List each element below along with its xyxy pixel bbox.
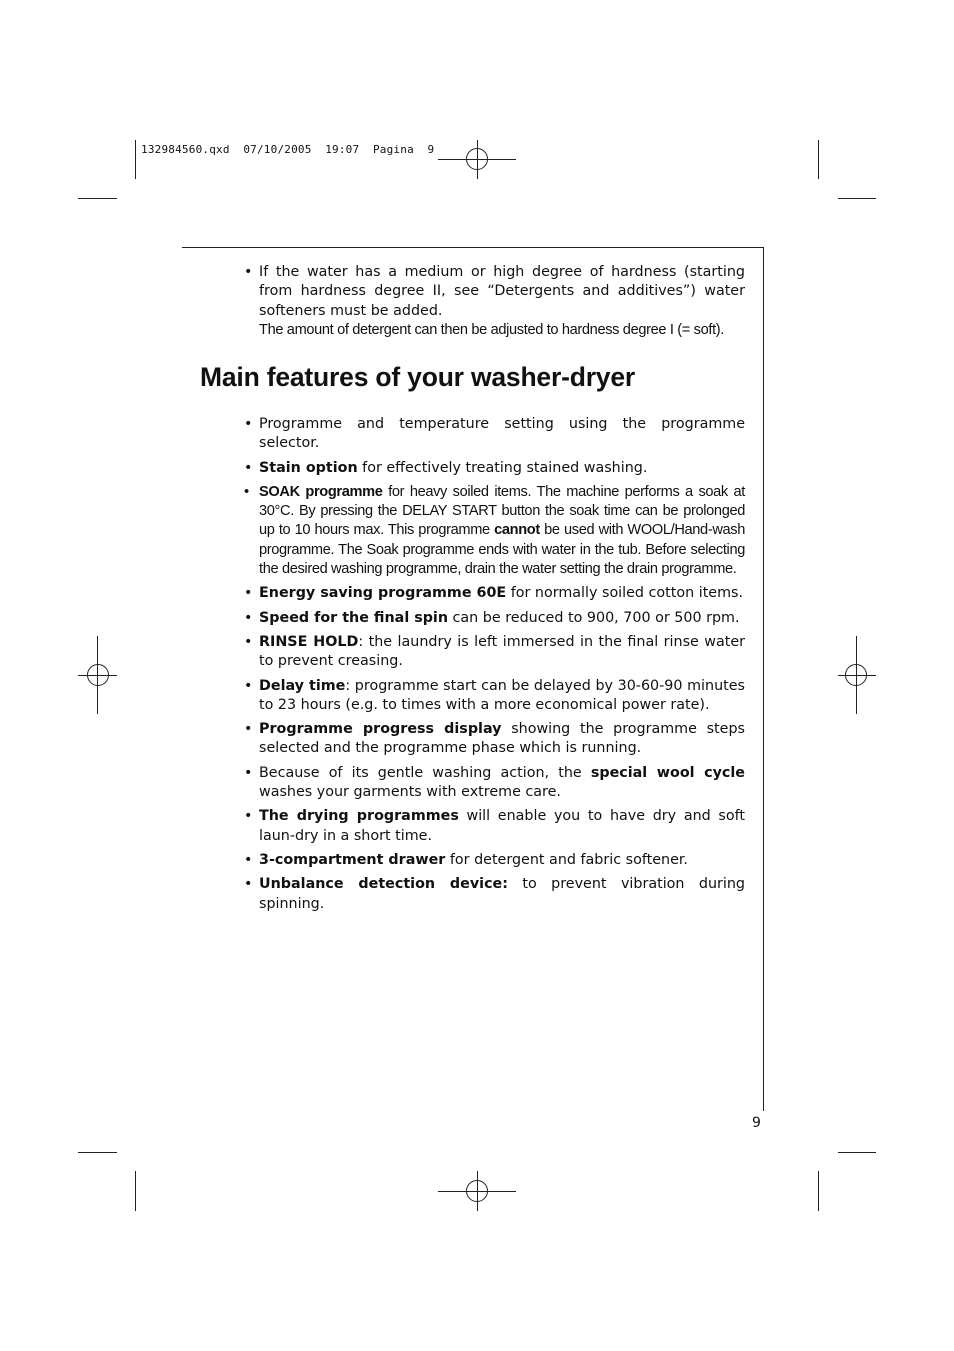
crop-mark <box>838 198 876 199</box>
bullet-icon: • <box>244 483 249 500</box>
bullet-icon: • <box>244 764 253 781</box>
list-item <box>200 415 745 454</box>
bullet-icon: • <box>244 721 253 738</box>
feature-text: : programme start can be delayed by 30-60-90 minutes to 23 hours (e.g. to times with a more economical power rate). <box>259 677 745 713</box>
list-item <box>200 609 745 628</box>
feature-text: Because of its gentle washing action, the <box>259 764 591 781</box>
crop-mark <box>818 1171 819 1211</box>
print-slug: 132984560.qxd 07/10/2005 19:07 Pagina 9 <box>141 143 435 156</box>
page-right-rule <box>763 247 764 1111</box>
crop-mark <box>135 140 136 179</box>
page-top-rule <box>182 247 764 248</box>
feature-title: Unbalance detection device: <box>259 876 508 893</box>
registration-mark-icon <box>838 675 876 676</box>
list-item <box>200 633 745 672</box>
list-item <box>200 807 745 846</box>
list-item <box>200 875 745 914</box>
bullet-icon: • <box>244 416 253 432</box>
crop-mark <box>78 198 117 199</box>
bullet-icon: • <box>244 459 253 476</box>
crop-mark <box>838 1152 876 1153</box>
feature-text: for normally soiled cotton items. <box>506 585 744 602</box>
feature-title: Delay time <box>259 677 346 694</box>
feature-text: : the laundry is left immersed in the final rinse water to prevent creasing. <box>259 633 745 670</box>
feature-title: special wool cycle <box>590 764 746 781</box>
bullet-icon: • <box>244 585 253 602</box>
list-item <box>200 459 745 478</box>
feature-text: washes your garments with extreme care. <box>259 784 561 801</box>
registration-mark-icon <box>97 636 98 714</box>
feature-text: to prevent vibration during spinning. <box>259 876 746 912</box>
intro-text: If the water has a medium or high degree of hardness (starting from hardness degree II, see “Detergents and additives”) water softeners must be added. <box>259 264 745 319</box>
feature-text: can be reduced to 900, 700 or 500 rpm. <box>448 609 740 626</box>
feature-title: The drying programmes <box>259 808 459 825</box>
list-item <box>200 720 745 759</box>
list-item <box>200 677 745 716</box>
crop-mark <box>78 1152 117 1153</box>
registration-mark-icon <box>477 1171 478 1211</box>
feature-text: will enable you to have dry and soft laun-dry in a short time. <box>259 808 745 844</box>
feature-text: showing the programme steps selected and the programme phase which is running. <box>259 721 745 757</box>
feature-title: Energy saving programme 60E <box>259 585 507 602</box>
feature-emphasis: cannot <box>494 522 540 539</box>
list-item <box>200 483 745 579</box>
bullet-icon: • <box>244 264 253 280</box>
feature-title: 3-compartment drawer <box>259 851 446 868</box>
feature-title: SOAK programme <box>259 483 383 500</box>
bullet-icon: • <box>244 851 253 868</box>
feature-text: for detergent and fabric softener. <box>445 851 688 868</box>
page-number: 9 <box>752 1115 761 1131</box>
registration-mark-icon <box>856 636 857 714</box>
bullet-icon: • <box>244 609 253 626</box>
list-item <box>200 764 745 803</box>
feature-title: Speed for the final spin <box>259 609 449 626</box>
feature-text: be used with WOOL/Hand-wash programme. The Soak programme ends with water in the tub. Before selecting the desired washing programme, drain the water setting the drain programme. <box>259 522 745 578</box>
list-item <box>200 851 745 870</box>
feature-title: RINSE HOLD <box>259 633 359 650</box>
bullet-icon: • <box>244 633 253 650</box>
list-item <box>200 584 745 603</box>
feature-title: Stain option <box>259 459 358 476</box>
registration-mark-icon <box>477 140 478 179</box>
page-title: Main features of your washer-dryer <box>200 362 635 392</box>
crop-mark <box>135 1171 136 1211</box>
list-item <box>200 263 745 340</box>
feature-text: for effectively treating stained washing. <box>357 459 648 476</box>
feature-text: Programme and temperature setting using the programme selector. <box>259 416 745 452</box>
bullet-icon: • <box>244 876 253 893</box>
feature-title: Programme progress display <box>259 721 502 738</box>
intro-note: The amount of detergent can then be adjusted to hardness degree I (= soft). <box>259 321 724 338</box>
intro-section <box>200 263 745 340</box>
bullet-icon: • <box>244 677 253 694</box>
feature-text: for heavy soiled items. The machine performs a soak at 30°C. By pressing the DELAY START button the soak time can be prolonged up to 10 hours max. This programme <box>259 483 745 539</box>
bullet-icon: • <box>244 808 253 825</box>
features-list <box>200 415 745 919</box>
crop-mark <box>818 140 819 179</box>
